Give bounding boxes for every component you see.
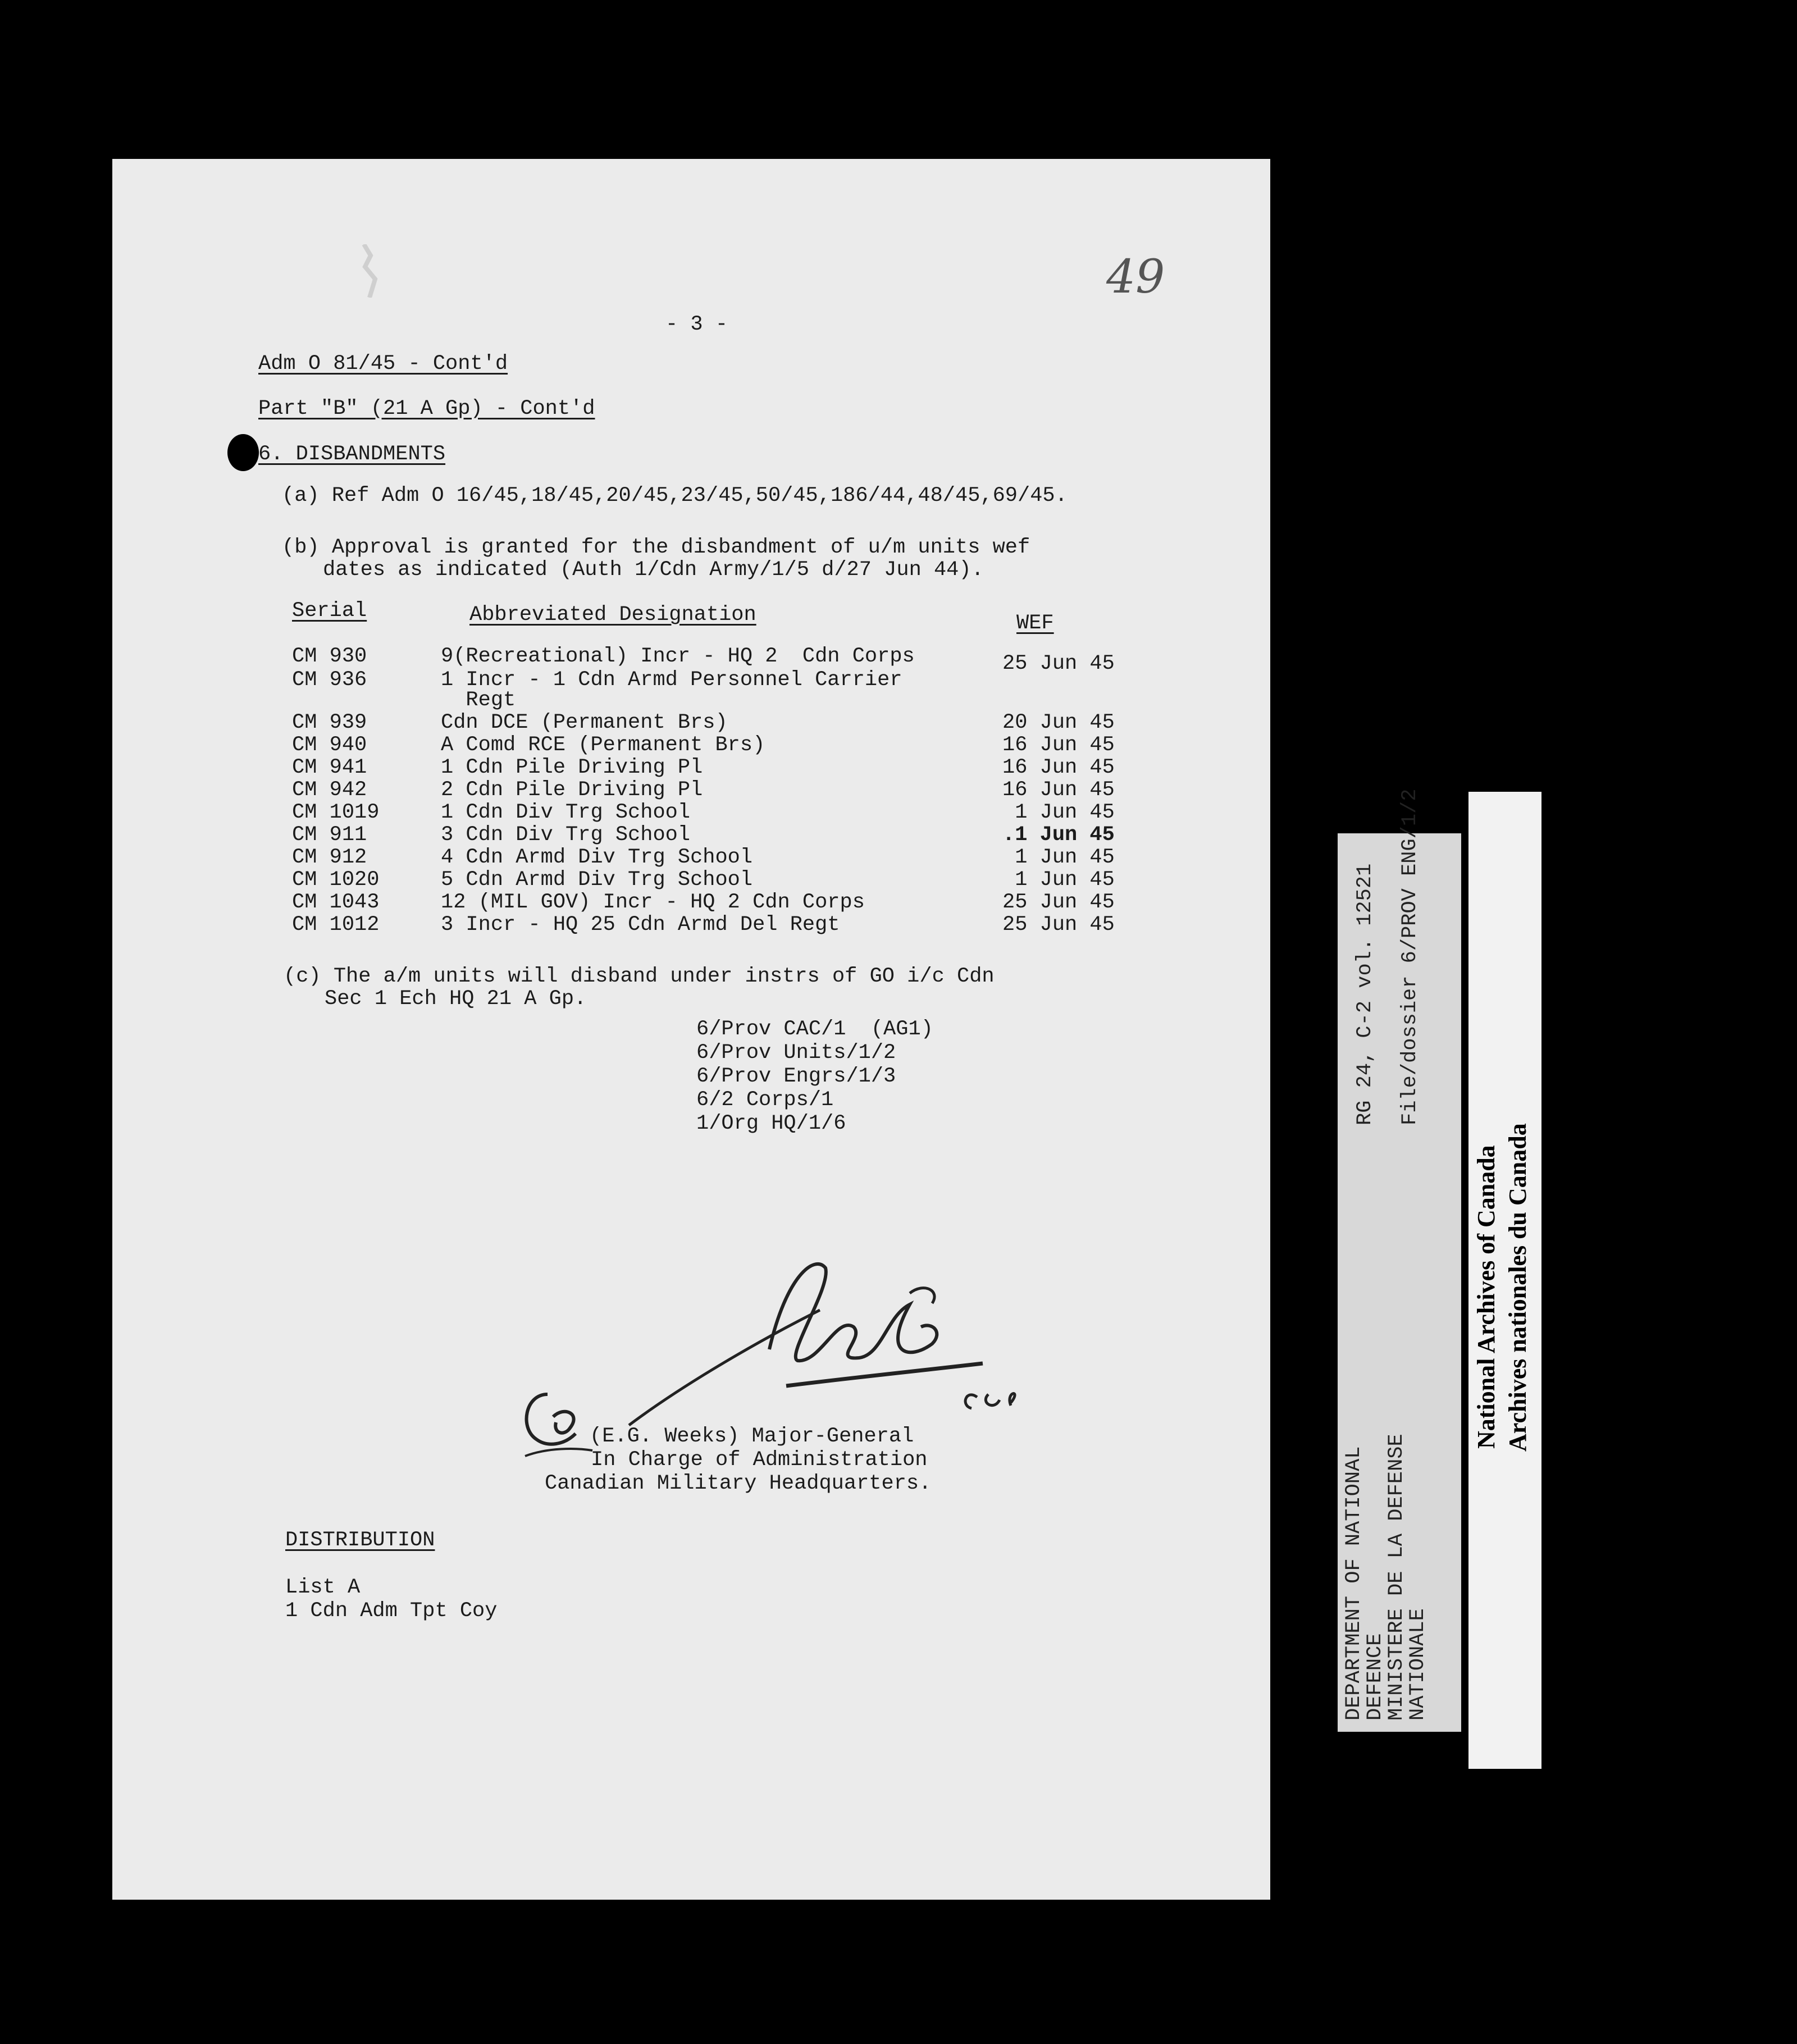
designation-cell: A Comd RCE (Permanent Brs) <box>441 733 765 757</box>
designation-cell: 3 Cdn Div Trg School <box>441 823 691 847</box>
serial-cell: CM 1012 <box>292 913 380 937</box>
archives-canada-label <box>1468 792 1541 1769</box>
serial-cell: CM 940 <box>292 733 367 757</box>
serial-cell: CM 936 <box>292 668 367 692</box>
designation-cell: 4 Cdn Armd Div Trg School <box>441 846 753 869</box>
part-heading: Part "B" (21 A Gp) - Cont'd <box>258 397 595 421</box>
serial-cell: CM 1020 <box>292 868 380 892</box>
department-line: NATIONALE <box>1406 1608 1430 1721</box>
document-page <box>112 159 1270 1900</box>
page-number: - 3 - <box>665 313 728 336</box>
paragraph-b-line2: dates as indicated (Auth 1/Cdn Army/1/5 d/27 Jun 44). <box>323 558 984 582</box>
folio-number: 49 <box>1106 250 1165 304</box>
serial-cell: CM 942 <box>292 778 367 802</box>
handwritten-signature <box>618 1243 1056 1434</box>
section-heading: 6. DISBANDMENTS <box>258 442 446 466</box>
serial-cell: CM 941 <box>292 756 367 779</box>
table-header-serial: Serial <box>292 599 367 623</box>
designation-cell: 2 Cdn Pile Driving Pl <box>441 778 703 802</box>
designation-cell: 3 Incr - HQ 25 Cdn Armd Del Regt <box>441 913 840 937</box>
wef-cell: 20 Jun 45 <box>1002 711 1115 734</box>
archive-reference-label <box>1338 788 1461 1732</box>
distribution-heading: DISTRIBUTION <box>285 1529 435 1552</box>
torn-corner-mark <box>359 244 382 298</box>
file-reference: 6/Prov Engrs/1/3 <box>696 1065 896 1088</box>
table-row <box>292 846 1146 868</box>
table-row <box>292 868 1146 891</box>
designation-cell: 9(Recreational) Incr - HQ 2 Cdn Corps <box>441 645 915 668</box>
order-reference: Adm O 81/45 - Cont'd <box>258 352 508 376</box>
wef-cell: 25 Jun 45 <box>1002 891 1115 914</box>
serial-cell: CM 1043 <box>292 891 380 914</box>
serial-cell: CM 912 <box>292 846 367 869</box>
designation-cell: 1 Cdn Div Trg School <box>441 801 691 824</box>
serial-cell: CM 1019 <box>292 801 380 824</box>
paragraph-b-line1: (b) Approval is granted for the disbandment of u/m units wef <box>282 536 1030 559</box>
wef-cell: 1 Jun 45 <box>1002 868 1115 892</box>
table-row <box>292 733 1146 756</box>
table-row <box>292 668 1146 691</box>
table-row <box>292 688 1146 711</box>
department-line: DEFENCE <box>1363 1633 1387 1721</box>
punch-hole <box>227 434 259 471</box>
serial-cell: CM 930 <box>292 645 367 668</box>
record-group: RG 24, C-2 vol. 12521 <box>1353 863 1377 1125</box>
department-line: DEPARTMENT OF NATIONAL <box>1342 1446 1366 1721</box>
designation-cell: 12 (MIL GOV) Incr - HQ 2 Cdn Corps <box>441 891 865 914</box>
wef-cell: 16 Jun 45 <box>1002 778 1115 802</box>
distribution-item: 1 Cdn Adm Tpt Coy <box>285 1599 498 1623</box>
designation-cell: Regt <box>441 688 516 712</box>
file-reference: 6/Prov CAC/1 (AG1) <box>696 1018 933 1041</box>
table-row <box>292 913 1146 936</box>
archives-name-fr: Archives nationales du Canada <box>1504 1123 1531 1452</box>
table-row <box>292 645 1146 676</box>
wef-cell: 25 Jun 45 <box>1002 652 1115 676</box>
file-reference: 6/Prov Units/1/2 <box>696 1041 896 1065</box>
table-row <box>292 711 1146 733</box>
initials-mark <box>514 1383 598 1467</box>
designation-cell: Cdn DCE (Permanent Brs) <box>441 711 728 734</box>
distribution-item: List A <box>285 1576 361 1599</box>
paragraph-c-line2: Sec 1 Ech HQ 21 A Gp. <box>325 987 587 1011</box>
wef-cell: 25 Jun 45 <box>1002 913 1115 937</box>
table-row <box>292 756 1146 778</box>
wef-cell: .1 Jun 45 <box>1002 823 1115 847</box>
paragraph-c-line1: (c) The a/m units will disband under instrs of GO i/c Cdn <box>284 965 995 988</box>
serial-cell: CM 911 <box>292 823 367 847</box>
signatory-title: In Charge of Administration <box>591 1448 928 1472</box>
table-header-designation: Abbreviated Designation <box>469 603 756 627</box>
wef-cell: 1 Jun 45 <box>1002 846 1115 869</box>
table-row <box>292 823 1146 846</box>
wef-cell: 16 Jun 45 <box>1002 733 1115 757</box>
file-number: File/dossier 6/PROV ENG/1/2 <box>1398 788 1422 1125</box>
designation-cell: 5 Cdn Armd Div Trg School <box>441 868 753 892</box>
department-line: MINISTERE DE LA DEFENSE <box>1385 1434 1408 1721</box>
designation-cell: 1 Cdn Pile Driving Pl <box>441 756 703 779</box>
table-row <box>292 891 1146 913</box>
designation-cell: 1 Incr - 1 Cdn Armd Personnel Carrier <box>441 668 902 692</box>
archives-name-en: National Archives of Canada <box>1472 1145 1500 1449</box>
signatory-hq: Canadian Military Headquarters. <box>545 1472 932 1495</box>
table-row <box>292 801 1146 823</box>
wef-cell: 16 Jun 45 <box>1002 756 1115 779</box>
table-header-wef: WEF <box>1016 612 1054 635</box>
wef-cell: 1 Jun 45 <box>1002 801 1115 824</box>
file-reference: 6/2 Corps/1 <box>696 1088 834 1112</box>
table-row <box>292 778 1146 801</box>
signatory-name: (E.G. Weeks) Major-General <box>590 1425 914 1448</box>
paragraph-a: (a) Ref Adm O 16/45,18/45,20/45,23/45,50/45,186/44,48/45,69/45. <box>282 484 1068 508</box>
file-reference: 1/Org HQ/1/6 <box>696 1112 846 1135</box>
serial-cell: CM 939 <box>292 711 367 734</box>
